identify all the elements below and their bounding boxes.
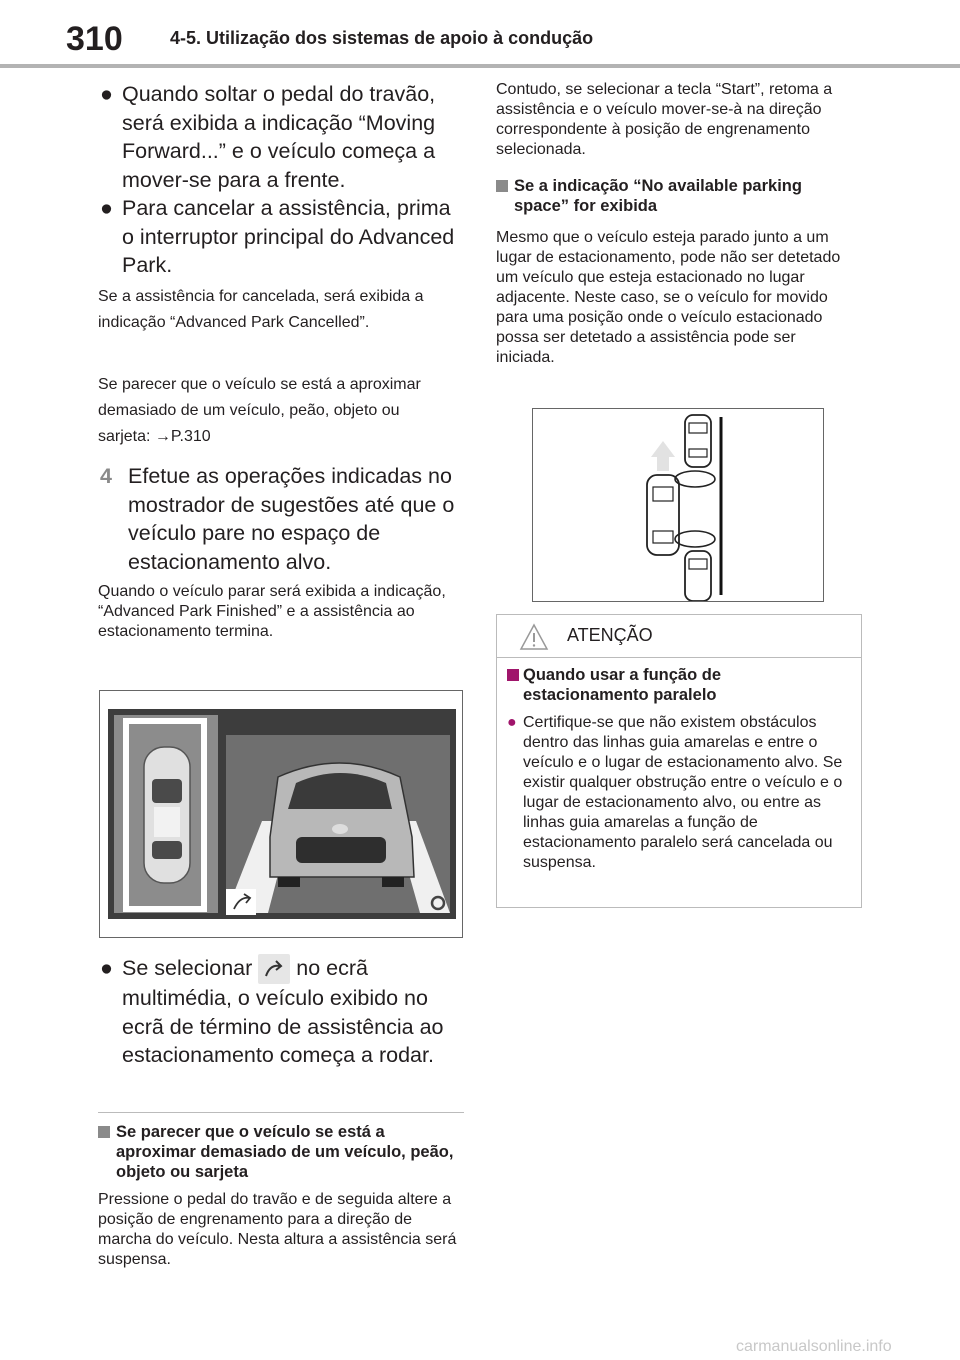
subhead-approach-text: Pressione o pedal do travão e de seguida altere a posição de engrenamento para a direção de marcha do veículo. Nesta altura a assistência será suspensa.	[98, 1191, 457, 1268]
bullet-dot: ●	[100, 196, 113, 220]
step-4	[100, 462, 462, 576]
header-rule	[0, 64, 960, 68]
parked-car-front	[685, 415, 711, 467]
subhead-no-space-text: Mesmo que o veículo esteja parado junto a um lugar de estacionamento, pode não ser detetado um veículo que esteja estacionado no lugar adjacente. Neste caso, se o veículo for movido para uma posição onde o veículo estacionado possa ser detetado a assistência pode ser iniciada.	[496, 229, 841, 366]
subhead-no-space: Se a indicação “No available parking space” for exibida	[496, 176, 858, 216]
rotate-view-icon[interactable]	[258, 954, 290, 984]
para-approach: Se parecer que o veículo se está a aproximar demasiado de um veículo, peão, objeto ou sarjeta: →P.310	[98, 376, 421, 445]
bullet-text-after: no ecrã multimédia, o veículo exibido no ecrã de término de assistência ao estacionamento começa a rodar.	[122, 956, 444, 1068]
bullet-text-before: Se selecionar	[122, 956, 253, 980]
para-start: Contudo, se selecionar a tecla “Start”, retoma a assistência e o veículo mover-se-à na direção correspondente à posição de engrenamento selecionada.	[496, 81, 833, 158]
bullet-text: Quando soltar o pedal do travão, será exibida a indicação “Moving Forward...” e o veículo começa a mover-se para a frente.	[122, 82, 436, 192]
bullet-dot: ●	[100, 82, 113, 106]
warning-title: ATENÇÃO	[567, 625, 653, 645]
bullet-rotate	[100, 954, 460, 1070]
parked-car-rear	[685, 551, 711, 601]
square-bullet-icon	[98, 1126, 110, 1138]
step-note: Quando o veículo parar será exibida a indicação, “Advanced Park Finished” e a assistência ao estacionamento termina.	[98, 583, 446, 640]
warning-item: ● Certifique-se que não existem obstáculos dentro das linhas guia amarelas e entre o veículo e o lugar de estacionamento alvo. Se existir qualquer obstrução entre o veículo e o lugar de estacionamento alvo, ou entre as linhas guia amarelas a função de estacionamento paralelo será cancelada ou suspensa.	[507, 714, 843, 871]
step-text: Efetue as operações indicadas no mostrador de sugestões até que o veículo pare no espaço de estacionamento alvo.	[128, 464, 455, 574]
subhead-approach: Se parecer que o veículo se está a aproximar demasiado de um veículo, peão, objeto ou sarjeta	[98, 1122, 464, 1182]
warning-subhead: Quando usar a função de estacionamento paralelo	[507, 665, 851, 705]
divider	[98, 1112, 464, 1113]
parking-diagram	[532, 408, 824, 602]
multimedia-screen-image	[100, 691, 462, 937]
page-number: 310	[66, 20, 123, 58]
step-number: 4	[100, 464, 112, 488]
bullet-text: Para cancelar a assistência, prima o interruptor principal do Advanced Park.	[122, 196, 455, 277]
bullet-cancel	[100, 194, 460, 280]
square-bullet-icon	[496, 180, 508, 192]
watermark: carmanualsonline.info	[736, 1338, 892, 1355]
bullet-moving-forward	[100, 80, 460, 194]
bullet-dot: ●	[507, 714, 517, 731]
section-title: 4-5. Utilização dos sistemas de apoio à condução	[170, 28, 594, 48]
square-bullet-icon	[507, 669, 519, 681]
para-cancelled: Se a assistência for cancelada, será exibida a indicação “Advanced Park Cancelled”.	[98, 288, 424, 331]
warning-box	[496, 614, 862, 908]
screen-illustration	[99, 690, 463, 938]
bullet-dot: ●	[100, 956, 113, 980]
warning-triangle-icon	[519, 623, 549, 651]
warning-header	[497, 615, 861, 658]
